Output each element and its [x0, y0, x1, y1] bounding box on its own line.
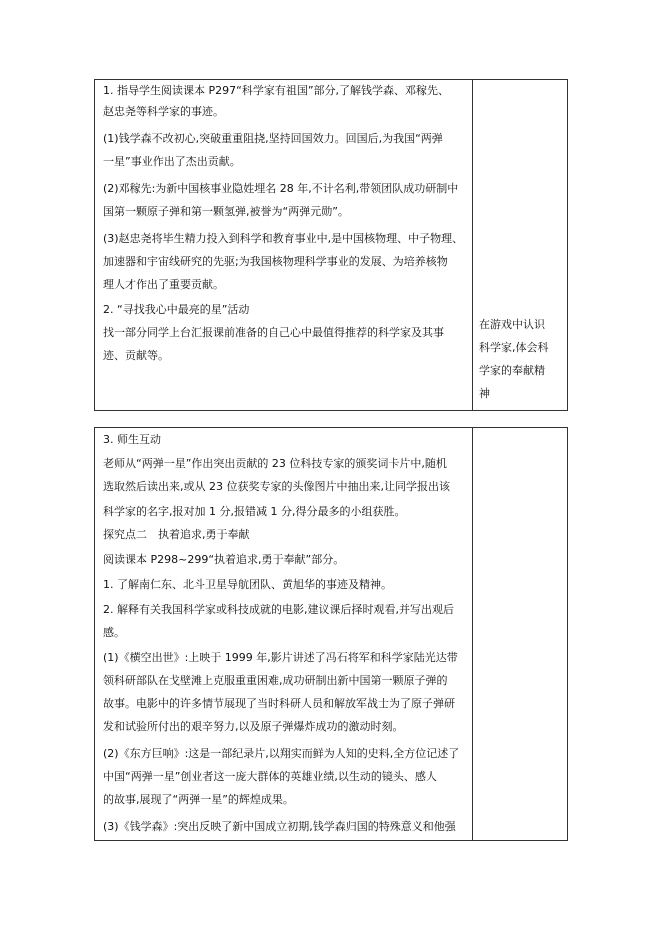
text-line: 老师从“两弹一星”作出突出贡献的 23 位科技专家的颁奖词卡片中,随机: [103, 457, 447, 470]
text-line: 找一部分同学上台汇报课前准备的自己心中最值得推荐的科学家及其事: [103, 326, 444, 339]
table-2-note-cell: [473, 428, 567, 840]
text-line: 阅读课本 P298~299“执着追求,勇于奉献”部分。: [103, 553, 345, 566]
text-line: (3)赵忠尧将毕生精力投入到科学和教育事业中,是中国核物理、中子物理、: [103, 232, 464, 245]
text-line: 领科研部队在戈壁滩上克服重重困难,成功研制出新中国第一颗原子弹的: [103, 674, 448, 687]
text-line: 中国“两弹一星”创业者这一庞大群体的英雄业绩,以生动的镜头、感人: [103, 770, 437, 783]
text-line: 国第一颗原子弹和第一颗氢弹,被誉为“两弹元勋”。: [103, 205, 349, 218]
text-line: 探究点二 执着追求,勇于奉献: [103, 528, 250, 541]
text-line: (1)钱学森不改初心,突破重重阻挠,坚持回国效力。回国后,为我国“两弹: [103, 132, 443, 145]
text-line: 理人才作出了重要贡献。: [103, 278, 224, 291]
text-line: (2)邓稼先:为新中国核事业隐姓埋名 28 年,不计名利,带领团队成功研制中: [103, 182, 459, 195]
text-line: 故事。电影中的许多情节展现了当时科研人员和解放军战士为了原子弹研: [103, 697, 455, 710]
table-1: [94, 79, 568, 411]
text-line: 感。: [103, 626, 125, 639]
text-line: 一星”事业作出了杰出贡献。: [103, 155, 241, 168]
text-line: 科学家的名字,报对加 1 分,报错减 1 分,得分最多的小组获胜。: [103, 505, 406, 518]
text-line: 迹、贡献等。: [103, 349, 169, 362]
text-line: (3)《钱学森》:突出反映了新中国成立初期,钱学森归国的特殊意义和他强: [103, 820, 456, 833]
note-line: 神: [479, 387, 490, 400]
text-line: (1)《横空出世》:上映于 1999 年,影片讲述了冯石将军和科学家陆光达带: [103, 651, 458, 664]
note-line: 科学家,体会科: [479, 341, 549, 354]
text-line: 2. “寻找我心中最亮的星”活动: [103, 303, 250, 316]
text-line: 发和试验所付出的艰辛努力,以及原子弹爆炸成功的激动时刻。: [103, 720, 404, 733]
text-line: 加速器和宇宙线研究的先驱;为我国核物理科学事业的发展、为培养核物: [103, 255, 448, 268]
table-2-content-cell: [95, 428, 473, 840]
note-line: 在游戏中认识: [479, 318, 545, 331]
table-2: [94, 427, 568, 841]
text-line: 的故事,展现了“两弹一星”的辉煌成果。: [103, 793, 294, 806]
table-1-content-cell: [95, 80, 473, 410]
text-line: 2. 解释有关我国科学家或科技成就的电影,建议课后择时观看,并写出观后: [103, 603, 454, 616]
text-line: 1. 指导学生阅读课本 P297“科学家有祖国”部分,了解钱学森、邓稼先、: [103, 84, 450, 97]
note-line: 学家的奉献精: [479, 364, 545, 377]
text-line: (2)《东方巨响》:这是一部纪录片,以翔实而鲜为人知的史料,全方位记述了: [103, 747, 460, 760]
table-1-note-cell: [473, 80, 567, 410]
text-line: 赵忠尧等科学家的事迹。: [103, 105, 224, 118]
text-line: 选取然后读出来,或从 23 位获奖专家的头像图片中抽出来,让同学报出该: [103, 480, 450, 493]
text-line: 1. 了解南仁东、北斗卫星导航团队、黄旭华的事迹及精神。: [103, 578, 392, 591]
text-line: 3. 师生互动: [103, 433, 161, 446]
